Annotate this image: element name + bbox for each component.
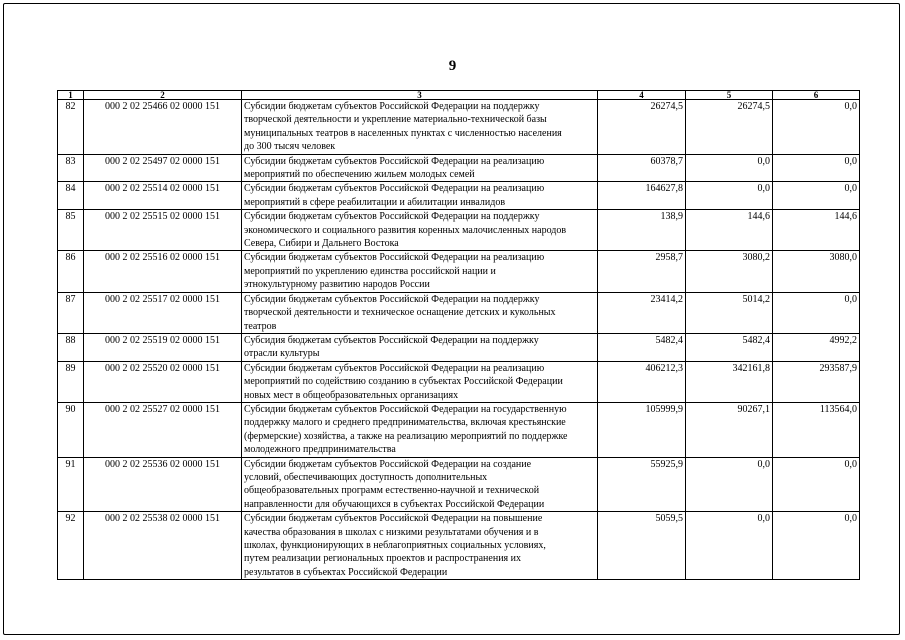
description-line: муниципальных театров в населенных пунктах с численностью населения: [244, 127, 562, 139]
table-row: [58, 333, 860, 361]
description-cell: [242, 361, 598, 402]
amount-col4-cell: 138,9: [598, 210, 686, 251]
table-row: [58, 512, 860, 580]
description-line: новых мест в общеобразовательных организациях: [244, 389, 459, 401]
amount-col6-cell: 3080,0: [773, 251, 860, 292]
row-number-cell: 88: [58, 333, 84, 361]
amount-col6-cell: 113564,0: [773, 402, 860, 457]
table-row: [58, 251, 860, 292]
budget-table: [57, 90, 860, 580]
amount-col6-cell: 293587,9: [773, 361, 860, 402]
description-line: творческой деятельности и укрепление материально-технической базы: [244, 114, 547, 126]
description-line: путем реализации региональных проектов и распространения их: [244, 553, 521, 565]
column-header-5: 5: [686, 91, 773, 100]
amount-col4-cell: 55925,9: [598, 457, 686, 512]
amount-col4-cell: 60378,7: [598, 154, 686, 182]
row-number-cell: 83: [58, 154, 84, 182]
row-number-cell: 90: [58, 402, 84, 457]
description-line: Субсидии бюджетам субъектов Российской Федерации на поддержку: [244, 211, 540, 223]
table-row: [58, 210, 860, 251]
description-line: Севера, Сибири и Дальнего Востока: [244, 238, 399, 250]
amount-col4-cell: 164627,8: [598, 182, 686, 210]
description-line: творческой деятельности и техническое оснащение детских и кукольных: [244, 307, 556, 319]
description-cell: [242, 154, 598, 182]
budget-code-cell: 000 2 02 25519 02 0000 151: [84, 333, 242, 361]
description-line: Субсидии бюджетам субъектов Российской Федерации на государственную: [244, 403, 567, 415]
budget-code-cell: 000 2 02 25497 02 0000 151: [84, 154, 242, 182]
budget-code-cell: 000 2 02 25517 02 0000 151: [84, 292, 242, 333]
column-header-2: 2: [84, 91, 242, 100]
description-cell: [242, 182, 598, 210]
description-cell: [242, 457, 598, 512]
description-line: условий, обеспечивающих доступность дополнительных: [244, 471, 488, 483]
amount-col5-cell: 5482,4: [686, 333, 773, 361]
amount-col5-cell: 0,0: [686, 457, 773, 512]
description-line: молодежного предпринимательства: [244, 444, 396, 456]
description-line: качества образования в школах с низкими результатами обучения и в: [244, 526, 539, 538]
amount-col6-cell: 0,0: [773, 292, 860, 333]
description-cell: [242, 292, 598, 333]
table-row: [58, 100, 860, 155]
description-line: Субсидии бюджетам субъектов Российской Федерации на поддержку: [244, 101, 540, 112]
description-line: Субсидии бюджетам субъектов Российской Федерации на реализацию: [244, 362, 545, 374]
table-header-row: [58, 91, 860, 100]
description-cell: [242, 210, 598, 251]
page-number: 9: [448, 58, 457, 74]
description-line: Субсидии бюджетам субъектов Российской Федерации на реализацию: [244, 183, 545, 195]
description-line: Субсидия бюджетам субъектов Российской Федерации на поддержку: [244, 334, 539, 346]
description-line: Субсидии бюджетам субъектов Российской Федерации на поддержку: [244, 293, 540, 305]
row-number-cell: 89: [58, 361, 84, 402]
amount-col6-cell: 0,0: [773, 457, 860, 512]
amount-col5-cell: 90267,1: [686, 402, 773, 457]
budget-code-cell: 000 2 02 25515 02 0000 151: [84, 210, 242, 251]
column-header-6: 6: [773, 91, 860, 100]
amount-col4-cell: 23414,2: [598, 292, 686, 333]
amount-col5-cell: 5014,2: [686, 292, 773, 333]
budget-code-cell: 000 2 02 25536 02 0000 151: [84, 457, 242, 512]
row-number-cell: 85: [58, 210, 84, 251]
description-cell: [242, 251, 598, 292]
budget-code-cell: 000 2 02 25516 02 0000 151: [84, 251, 242, 292]
amount-col6-cell: 0,0: [773, 154, 860, 182]
budget-code-cell: 000 2 02 25520 02 0000 151: [84, 361, 242, 402]
description-line: школах, функционирующих в неблагоприятных социальных условиях,: [244, 540, 546, 551]
amount-col4-cell: 5482,4: [598, 333, 686, 361]
budget-code-cell: 000 2 02 25466 02 0000 151: [84, 100, 242, 155]
table-row: [58, 154, 860, 182]
amount-col6-cell: 0,0: [773, 512, 860, 580]
description-line: мероприятий в сфере реабилитации и абилитации инвалидов: [244, 196, 506, 208]
amount-col4-cell: 2958,7: [598, 251, 686, 292]
description-line: Субсидии бюджетам субъектов Российской Федерации на создание: [244, 458, 532, 470]
amount-col5-cell: 26274,5: [686, 100, 773, 155]
table-row: [58, 402, 860, 457]
amount-col5-cell: 144,6: [686, 210, 773, 251]
row-number-cell: 86: [58, 251, 84, 292]
amount-col6-cell: 144,6: [773, 210, 860, 251]
amount-col4-cell: 5059,5: [598, 512, 686, 580]
description-line: мероприятий по содействию созданию в субъектах Российской Федерации: [244, 376, 563, 388]
description-line: результатов в субъектах Российской Федерации: [244, 566, 448, 578]
description-line: Субсидии бюджетам субъектов Российской Федерации на реализацию: [244, 252, 545, 264]
table-row: [58, 361, 860, 402]
amount-col5-cell: 0,0: [686, 512, 773, 580]
amount-col5-cell: 342161,8: [686, 361, 773, 402]
description-line: мероприятий по обеспечению жильем молодых семей: [244, 169, 475, 181]
description-line: Субсидии бюджетам субъектов Российской Федерации на реализацию: [244, 155, 545, 167]
description-line: этнокультурному развитию народов России: [244, 279, 430, 291]
table-row: [58, 182, 860, 210]
budget-code-cell: 000 2 02 25527 02 0000 151: [84, 402, 242, 457]
row-number-cell: 84: [58, 182, 84, 210]
description-line: общеобразовательных программ естественно-научной и технической: [244, 485, 540, 497]
description-line: отрасли культуры: [244, 348, 320, 360]
description-line: мероприятий по укреплению единства российской нации и: [244, 265, 496, 277]
amount-col6-cell: 0,0: [773, 100, 860, 155]
table-row: [58, 292, 860, 333]
budget-code-cell: 000 2 02 25538 02 0000 151: [84, 512, 242, 580]
column-header-4: 4: [598, 91, 686, 100]
amount-col4-cell: 105999,9: [598, 402, 686, 457]
description-line: театров: [244, 320, 277, 332]
column-header-1: 1: [58, 91, 84, 100]
amount-col5-cell: 0,0: [686, 182, 773, 210]
description-cell: [242, 100, 598, 155]
amount-col6-cell: 0,0: [773, 182, 860, 210]
amount-col4-cell: 406212,3: [598, 361, 686, 402]
amount-col4-cell: 26274,5: [598, 100, 686, 155]
row-number-cell: 91: [58, 457, 84, 512]
table-row: [58, 457, 860, 512]
budget-code-cell: 000 2 02 25514 02 0000 151: [84, 182, 242, 210]
description-line: (фермерские) хозяйства, а также на реализацию мероприятий по поддержке: [244, 430, 568, 442]
description-cell: [242, 333, 598, 361]
description-cell: [242, 512, 598, 580]
description-line: до 300 тысяч человек: [244, 141, 336, 153]
amount-col6-cell: 4992,2: [773, 333, 860, 361]
description-line: поддержку малого и среднего предпринимательства, включая крестьянские: [244, 417, 566, 429]
description-cell: [242, 402, 598, 457]
column-header-3: 3: [242, 91, 598, 100]
description-line: Субсидии бюджетам субъектов Российской Федерации на повышение: [244, 513, 543, 525]
row-number-cell: 82: [58, 100, 84, 155]
table-body: [58, 100, 860, 580]
description-line: направленности для обучающихся в субъектах Российской Федерации: [244, 498, 545, 510]
amount-col5-cell: 3080,2: [686, 251, 773, 292]
amount-col5-cell: 0,0: [686, 154, 773, 182]
description-line: экономического и социального развития коренных малочисленных народов: [244, 224, 567, 236]
row-number-cell: 92: [58, 512, 84, 580]
row-number-cell: 87: [58, 292, 84, 333]
